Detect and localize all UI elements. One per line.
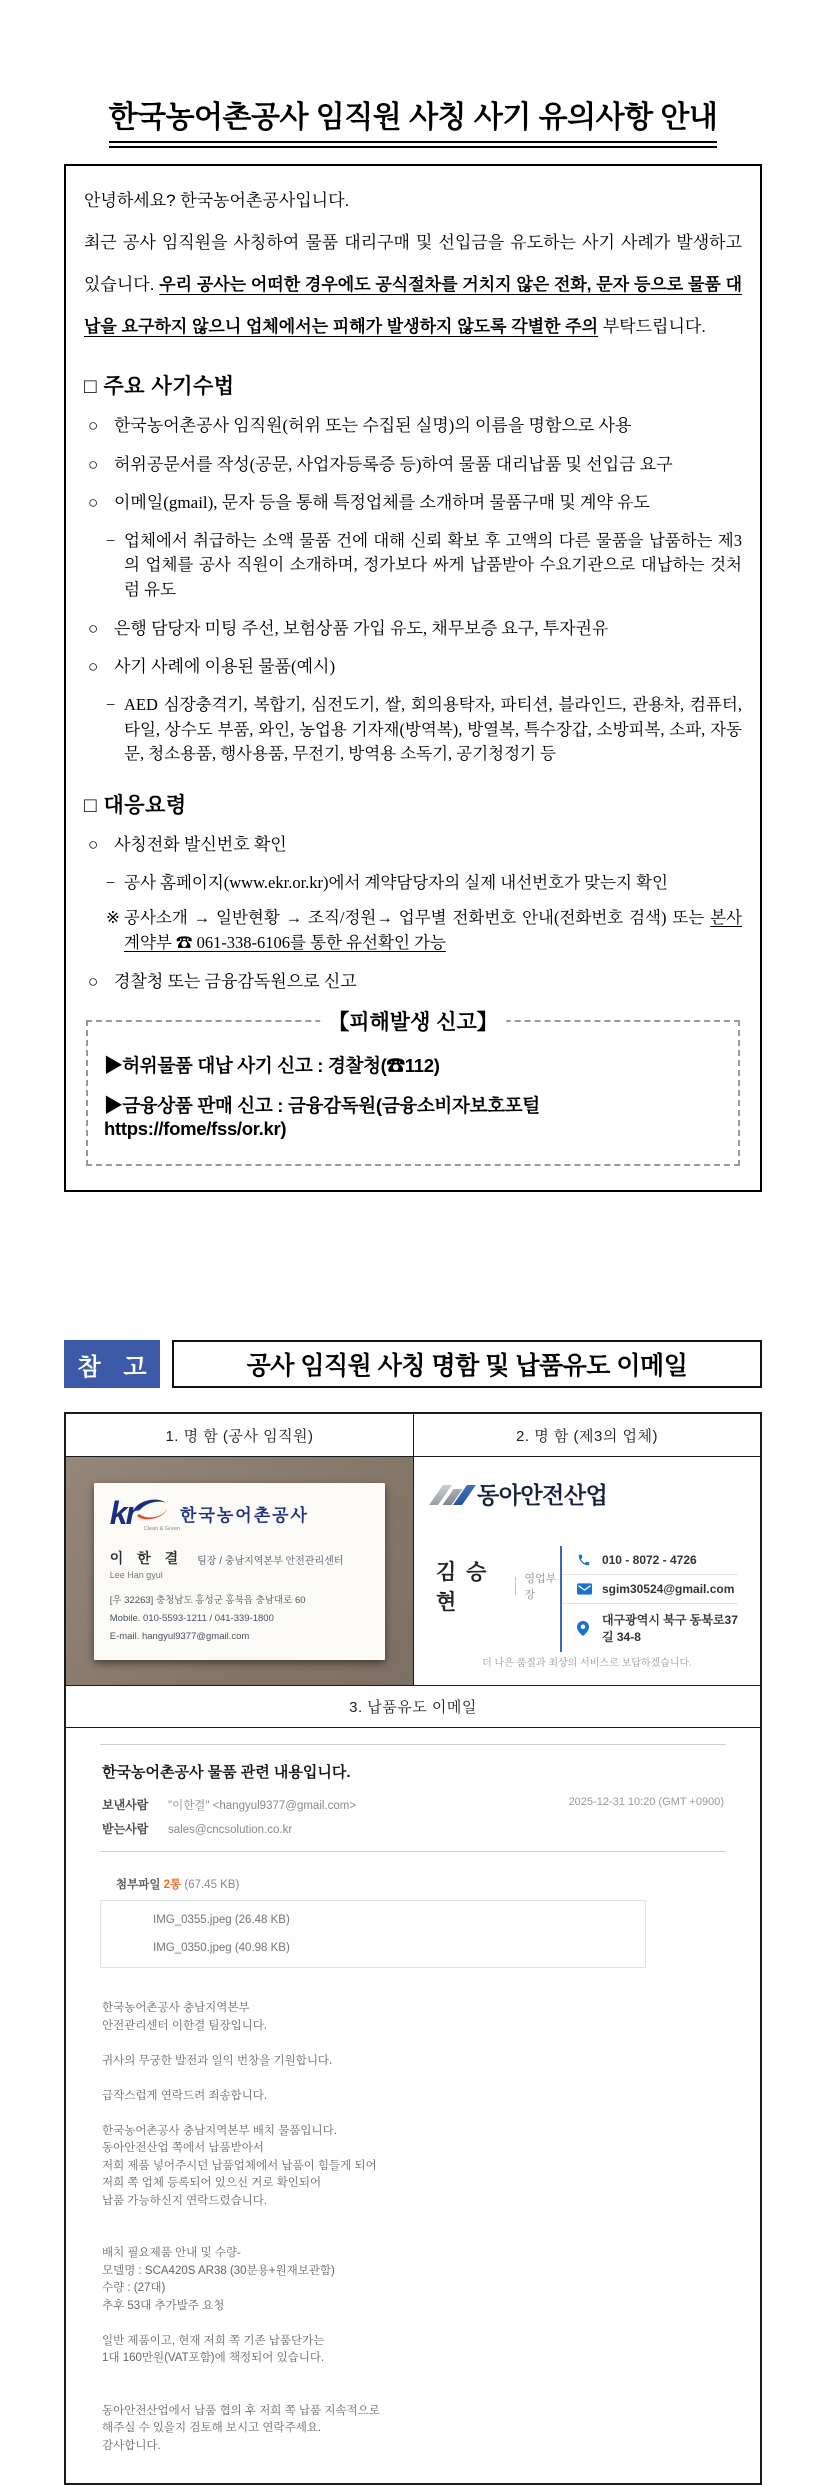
attachment-item: IMG_0350.jpeg (40.98 KB) bbox=[153, 1942, 290, 1955]
list-item bbox=[84, 871, 742, 896]
list-marker: − bbox=[106, 530, 116, 550]
krc-name-row bbox=[110, 1548, 369, 1580]
email-body-line: 배치 필요제품 안내 및 수량- bbox=[102, 2247, 241, 2260]
krc-logo-subtext: Clean & Green bbox=[143, 1525, 181, 1532]
email-body-line: 감사합니다. bbox=[102, 2439, 161, 2452]
list-marker: ○ bbox=[88, 971, 99, 991]
email-body-line: 모델명 : SCA420S AR38 (30분용+원재보관함) bbox=[102, 2264, 335, 2277]
attachment-list bbox=[100, 1900, 646, 1968]
attachment-label: 첨부파일 bbox=[116, 1879, 161, 1892]
list-item bbox=[84, 832, 742, 858]
page-title: 한국농어촌공사 임직원 사칭 사기 유의사항 안내 bbox=[109, 92, 718, 148]
vendor-name-divider bbox=[515, 1577, 516, 1595]
list-marker: ○ bbox=[88, 618, 99, 638]
email-body-line bbox=[102, 2035, 726, 2053]
damage-report-box bbox=[86, 1011, 740, 1166]
email-from-label: 보낸사람 bbox=[102, 1798, 149, 1813]
krc-card-cell bbox=[66, 1457, 413, 1685]
list-item-text: AED 심장충격기, 복합기, 심전도기, 쌀, 회의용탁자, 파티션, 블라인드, 관용차, 컴퓨터, 타일, 상수도 부품, 와인, 농업용 기자재(방역복), 방열복, 특수장갑, 소방피복, 소파, 자동문, 청소용품, 행사용품, 무전기, 방역용 소독기, 공기청정기 등 bbox=[124, 694, 742, 764]
list-item-text: 공사 홈페이지(www.ekr.or.kr)에서 계약담당자의 실제 내선번호가 맞는지 확인 bbox=[124, 872, 668, 892]
fraud-section-heading: □ 주요 사기수법 bbox=[84, 375, 235, 398]
document-header bbox=[0, 0, 826, 148]
email-body-line: 1대 160만원(VAT포함)에 책정되어 있습니다. bbox=[102, 2352, 325, 2365]
reference-table bbox=[64, 1412, 762, 2485]
email-divider-meta bbox=[100, 1851, 726, 1852]
list-item bbox=[84, 654, 742, 680]
vendor-email: sgim30524@gmail.com bbox=[601, 1582, 735, 1597]
email-body-line: 수량 : (27대) bbox=[102, 2282, 166, 2295]
email-body-line: 추후 53대 추가발주 요청 bbox=[102, 2299, 225, 2312]
note-plain: 공사소개 → 일반현황 → 조직/정원→ 업무별 전화번호 안내(전화번호 검색) 또는 bbox=[124, 908, 711, 928]
vendor-contact-list bbox=[560, 1546, 738, 1652]
reference-title: 공사 임직원 사칭 명함 및 납품유도 이메일 bbox=[172, 1340, 762, 1388]
note-underlined: 본사 계약부 ☎ 061-338-6106를 통한 유선확인 가능 bbox=[124, 908, 742, 952]
list-marker: ※ bbox=[106, 908, 120, 928]
vendor-logo-row bbox=[436, 1477, 738, 1510]
vendor-company-name: 동아안전산업 bbox=[477, 1482, 608, 1509]
phishing-email bbox=[66, 1727, 760, 2483]
list-item-text: 허위공문서를 작성(공문, 사업자등록증 등)하여 물품 대리납품 및 선입금 요구 bbox=[114, 454, 673, 474]
krc-swoosh-icon bbox=[132, 1497, 168, 1523]
krc-email: E-mail. hangyul9377@gmail.com bbox=[109, 1630, 250, 1642]
email-meta bbox=[102, 1796, 726, 1837]
krc-name-block bbox=[110, 1548, 183, 1580]
krc-logo-row bbox=[109, 1494, 369, 1532]
damage-report-lines bbox=[102, 1052, 724, 1140]
email-to-label: 받는사람 bbox=[102, 1822, 149, 1837]
email-body-line: 저희 쪽 업체 등록되어 있으신 거로 확인되어 bbox=[102, 2177, 322, 2190]
list-item bbox=[84, 452, 742, 478]
email-body-line: 동아안전산업 쪽에서 납품받아서 bbox=[102, 2142, 264, 2155]
list-item bbox=[84, 529, 742, 603]
list-marker: ○ bbox=[88, 416, 99, 435]
intro-plain-start: 최근 공사 임직원을 사칭하여 물품 대리구매 및 선입금을 유도하는 사기 사례가 발생하고 있습니다. bbox=[84, 233, 742, 294]
damage-report-line: ▶금융상품 판매 신고 : 금융감독원(금융소비자보호포털 https://fome/fss/or.kr) bbox=[104, 1095, 540, 1140]
list-item bbox=[84, 693, 742, 767]
vendor-name-block bbox=[436, 1556, 560, 1616]
vendor-job-title: 영업부장 bbox=[524, 1573, 557, 1602]
email-body-line: 일반 제품이고, 현재 저희 쪽 기존 납품단가는 bbox=[102, 2334, 325, 2347]
list-item-text: 경찰청 또는 금융감독원으로 신고 bbox=[114, 971, 357, 991]
email-body-line: 급작스럽게 연락드려 죄송합니다. bbox=[102, 2089, 268, 2102]
list-item bbox=[84, 413, 742, 439]
vendor-card-cell bbox=[413, 1457, 760, 1685]
list-item-text: 한국농어촌공사 임직원(허위 또는 수집된 실명)의 이름을 명함으로 사용 bbox=[114, 416, 632, 435]
email-to-row bbox=[102, 1820, 726, 1837]
reference-badge: 참 고 bbox=[64, 1340, 160, 1388]
response-section-heading: □ 대응요령 bbox=[84, 794, 187, 817]
attachment-summary bbox=[116, 1876, 726, 1892]
email-body-line: 귀사의 무궁한 발전과 일익 번창을 기원합니다. bbox=[102, 2054, 333, 2067]
mail-icon bbox=[577, 1583, 593, 1595]
krc-job-title: 팀장 / 충남지역본부 안전관리센터 bbox=[197, 1555, 344, 1567]
list-item-note bbox=[84, 906, 742, 956]
list-item bbox=[84, 616, 742, 642]
damage-report-line: ▶허위물품 대납 사기 신고 : 경찰청(☎112) bbox=[104, 1055, 440, 1077]
email-body-line bbox=[102, 2315, 726, 2333]
vendor-address-row bbox=[562, 1604, 738, 1652]
list-item-text: 은행 담당자 미팅 주선, 보험상품 가입 유도, 채무보증 요구, 투자권유 bbox=[114, 618, 609, 638]
email-body-line: 한국농어촌공사 충남지역본부 배치 물품입니다. bbox=[102, 2124, 337, 2137]
list-marker: − bbox=[106, 872, 116, 892]
list-marker: ○ bbox=[88, 657, 99, 677]
phone-icon bbox=[577, 1553, 593, 1567]
vendor-slogan: 더 나은 품질과 최상의 서비스로 보답하겠습니다. bbox=[482, 1658, 692, 1670]
email-body bbox=[102, 2000, 726, 2455]
business-card-photo bbox=[66, 1457, 413, 1685]
email-date: 2025-12-31 10:20 (GMT +0900) bbox=[568, 1796, 724, 1809]
notice-box bbox=[64, 164, 762, 1192]
krc-logo-text: kr bbox=[109, 1494, 137, 1531]
table-header-row bbox=[66, 1414, 760, 1456]
attachment-count: 2통 bbox=[163, 1879, 182, 1892]
krc-logo bbox=[109, 1494, 181, 1532]
email-subject: 한국농어촌공사 물품 관련 내용입니다. bbox=[102, 1764, 351, 1782]
column-header-email: 3. 납품유도 이메일 bbox=[66, 1685, 760, 1727]
email-body-line: 안전관리센터 이한결 팀장입니다. bbox=[102, 2019, 268, 2032]
vendor-business-card bbox=[414, 1457, 760, 1685]
email-body-line bbox=[102, 2105, 726, 2123]
list-item bbox=[84, 969, 742, 995]
column-header-card1: 1. 명 함 (공사 임직원) bbox=[165, 1427, 314, 1445]
vendor-email-row bbox=[562, 1575, 738, 1604]
fraud-method-list bbox=[84, 413, 742, 767]
attachment-item: IMG_0355.jpeg (26.48 KB) bbox=[153, 1914, 290, 1927]
email-body-line bbox=[102, 2210, 726, 2228]
reference-header bbox=[64, 1340, 762, 1388]
email-divider-top bbox=[100, 1744, 726, 1745]
email-body-line: 한국농어촌공사 충남지역본부 bbox=[102, 2002, 250, 2015]
krc-name-en: Lee Han gyul bbox=[109, 1569, 163, 1580]
email-body-line bbox=[102, 2228, 726, 2246]
card-row bbox=[66, 1456, 760, 1685]
email-body-line bbox=[102, 2070, 726, 2088]
vendor-address: 대구광역시 북구 동북로37길 34-8 bbox=[601, 1613, 738, 1645]
intro-plain-end: 부탁드립니다. bbox=[598, 317, 707, 336]
greeting-text: 안녕하세요? 한국농어촌공사입니다. bbox=[84, 191, 350, 210]
krc-name: 이 한 결 bbox=[109, 1549, 184, 1566]
email-body-line bbox=[102, 2385, 726, 2403]
email-from-value: "이한결" <hangyul9377@gmail.com> bbox=[168, 1800, 357, 1813]
vendor-mid-row bbox=[436, 1546, 738, 1652]
email-body-line: 해주실 수 있을지 검토해 보시고 연락주세요. bbox=[102, 2422, 322, 2435]
column-header-card2: 2. 명 함 (제3의 업체) bbox=[413, 1414, 760, 1456]
email-body-line: 저희 제품 넣어주시던 납품업체에서 납품이 힘들게 되어 bbox=[102, 2159, 377, 2172]
list-item-text: 사칭전화 발신번호 확인 bbox=[114, 835, 287, 854]
vendor-name: 김 승 현 bbox=[436, 1561, 489, 1615]
intro-emphasis: 우리 공사는 어떠한 경우에도 공식절차를 거치지 않은 전화, 문자 등으로 물품 대납을 요구하지 않으니 업체에서는 피해가 발생하지 않도록 각별한 주의 bbox=[84, 275, 742, 336]
email-to-value: sales@cncsolution.co.kr bbox=[168, 1824, 293, 1837]
email-body-line: 납품 가능하신지 연락드렸습니다. bbox=[102, 2194, 268, 2207]
list-marker: ○ bbox=[88, 493, 99, 512]
email-body-line: 동아안전산업에서 납품 협의 후 저희 쪽 납품 지속적으로 bbox=[102, 2404, 380, 2417]
intro-paragraph bbox=[84, 222, 742, 348]
list-item bbox=[84, 490, 742, 516]
krc-contact-block bbox=[110, 1592, 369, 1646]
location-pin-icon bbox=[577, 1621, 593, 1636]
krc-mobile: Mobile. 010-5593-1211 / 041-339-1800 bbox=[109, 1612, 274, 1624]
response-list bbox=[84, 832, 742, 994]
email-body-line bbox=[102, 2368, 726, 2386]
attachment-size: (67.45 KB) bbox=[184, 1879, 240, 1892]
list-marker: ○ bbox=[88, 454, 99, 474]
list-item-text bbox=[124, 906, 742, 956]
list-item-text: 이메일(gmail), 문자 등을 통해 특정업체를 소개하며 물품구매 및 계약 유도 bbox=[114, 493, 650, 512]
vendor-logo-icon bbox=[436, 1483, 469, 1505]
list-marker: − bbox=[106, 694, 116, 714]
krc-company-name: 한국농어촌공사 bbox=[180, 1505, 309, 1525]
vendor-phone-row bbox=[562, 1546, 738, 1575]
vendor-phone: 010 - 8072 - 4726 bbox=[601, 1553, 697, 1568]
list-item-text: 업체에서 취급하는 소액 물품 건에 대해 신뢰 확보 후 고액의 다른 물품을 납품하는 제3의 업체를 공사 직원이 소개하며, 정가보다 싸게 납품받아 수요기관으로 대납하는 것처럼 유도 bbox=[124, 530, 742, 599]
damage-report-title: 【피해발생 신고】 bbox=[320, 1006, 506, 1036]
krc-business-card bbox=[94, 1483, 385, 1660]
list-marker: ○ bbox=[88, 835, 99, 854]
krc-address: [우 32263] 충청남도 홍성군 홍북읍 충남대로 60 bbox=[109, 1594, 306, 1606]
list-item-text: 사기 사례에 이용된 물품(예시) bbox=[114, 657, 336, 677]
